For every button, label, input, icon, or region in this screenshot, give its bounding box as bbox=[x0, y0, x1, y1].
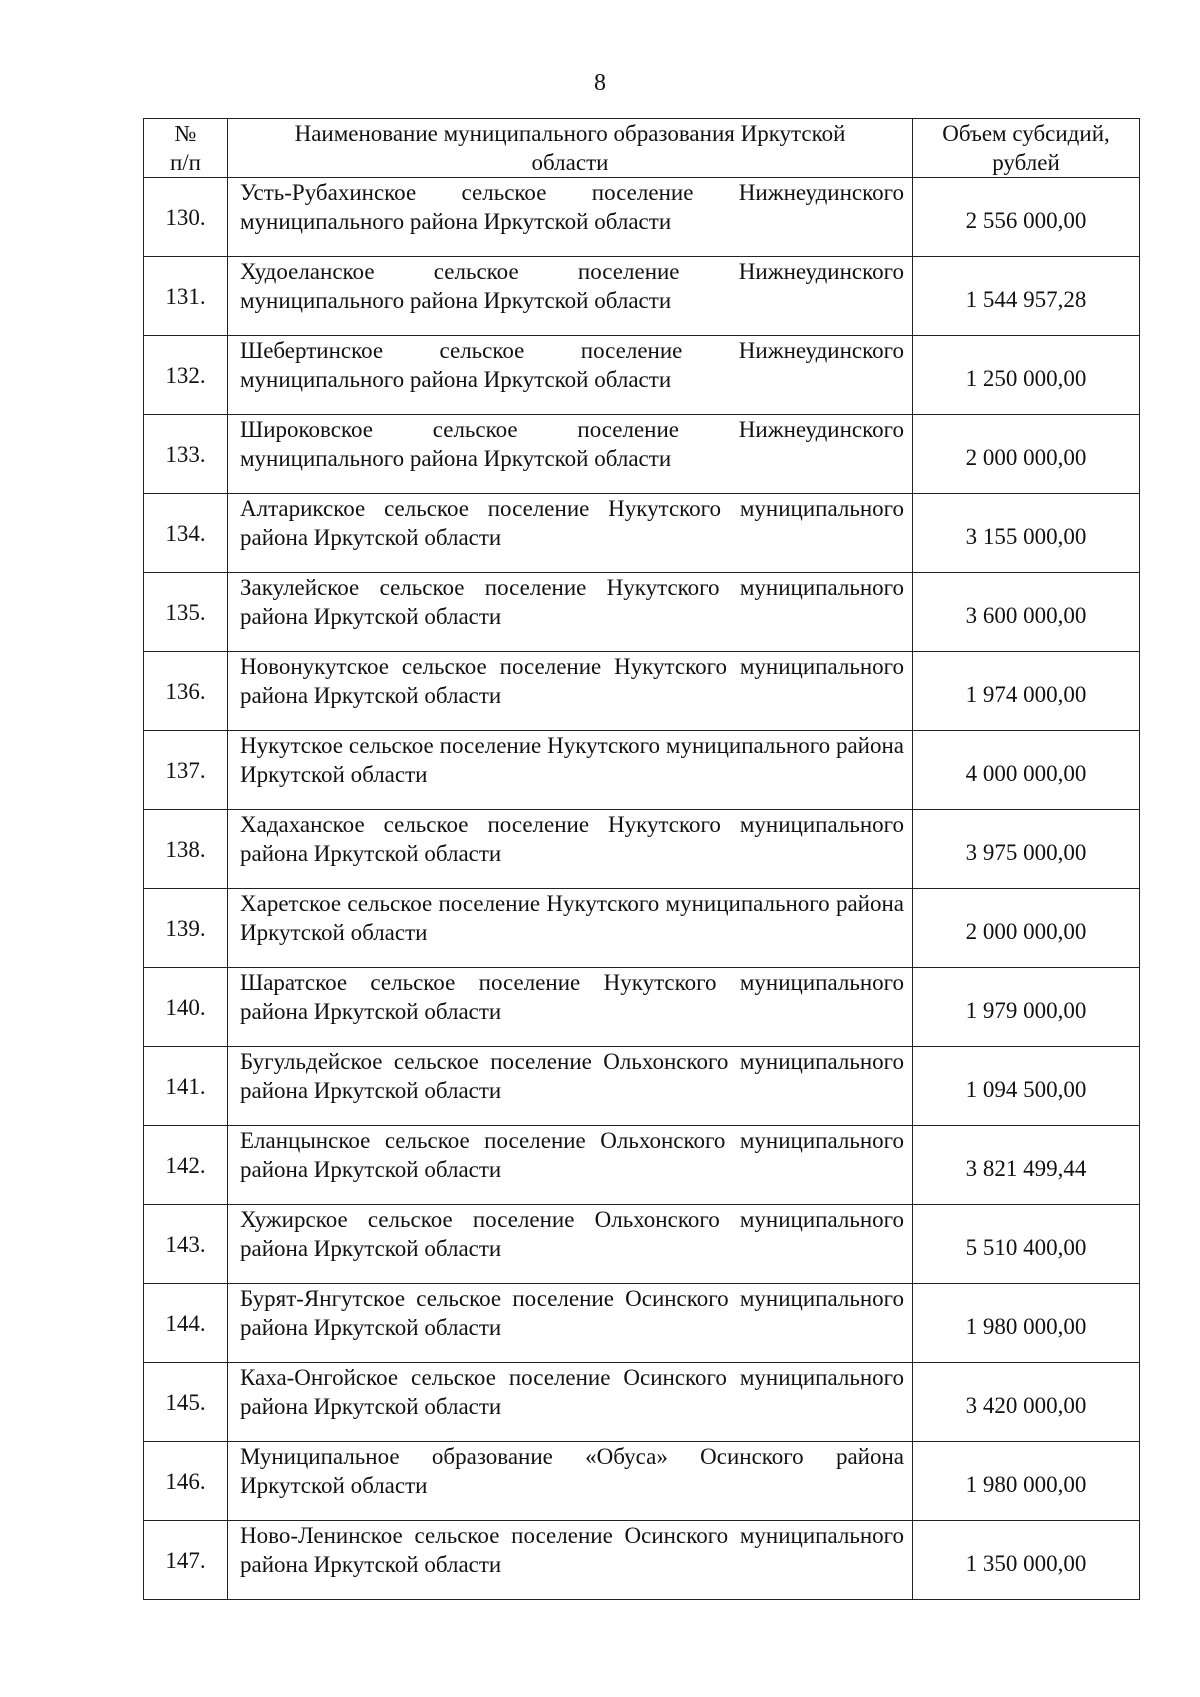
subsidy-table bbox=[143, 118, 1140, 1600]
header-name-line-2: области bbox=[531, 150, 609, 175]
subsidy-amount: 3 155 000,00 bbox=[913, 494, 1140, 573]
municipality-name: Новонукутское сельское поселение Нукутского муниципального района Иркутской области bbox=[228, 652, 913, 731]
table-row bbox=[144, 731, 1140, 810]
row-number: 147. bbox=[144, 1521, 228, 1600]
subsidy-amount: 2 000 000,00 bbox=[913, 415, 1140, 494]
municipality-name: Харетское сельское поселение Нукутского муниципального района Иркутской области bbox=[228, 889, 913, 968]
header-row bbox=[144, 119, 1140, 178]
row-number: 142. bbox=[144, 1126, 228, 1205]
municipality-name: Каха-Онгойское сельское поселение Осинского муниципального района Иркутской области bbox=[228, 1363, 913, 1442]
municipality-name: Шаратское сельское поселение Нукутского муниципального района Иркутской области bbox=[228, 968, 913, 1047]
row-number: 143. bbox=[144, 1205, 228, 1284]
municipality-name: Муниципальное образование «Обуса» Осинского района Иркутской области bbox=[228, 1442, 913, 1521]
row-number: 140. bbox=[144, 968, 228, 1047]
row-number: 139. bbox=[144, 889, 228, 968]
subsidy-amount: 4 000 000,00 bbox=[913, 731, 1140, 810]
header-amount-line-1: Объем субсидий, bbox=[942, 121, 1110, 146]
municipality-name: Нукутское сельское поселение Нукутского муниципального района Иркутской области bbox=[228, 731, 913, 810]
header-number bbox=[144, 119, 228, 178]
subsidy-amount: 1 979 000,00 bbox=[913, 968, 1140, 1047]
header-amount-line-2: рублей bbox=[992, 150, 1060, 175]
subsidy-amount: 2 556 000,00 bbox=[913, 178, 1140, 257]
municipality-name: Усть-Рубахинское сельское поселение Нижнеудинского муниципального района Иркутской области bbox=[228, 178, 913, 257]
subsidy-amount: 1 544 957,28 bbox=[913, 257, 1140, 336]
row-number: 138. bbox=[144, 810, 228, 889]
subsidy-amount: 5 510 400,00 bbox=[913, 1205, 1140, 1284]
table-row bbox=[144, 1521, 1140, 1600]
row-number: 132. bbox=[144, 336, 228, 415]
table-row bbox=[144, 415, 1140, 494]
table-row bbox=[144, 1363, 1140, 1442]
header-amount bbox=[913, 119, 1140, 178]
municipality-name: Ново-Ленинское сельское поселение Осинского муниципального района Иркутской области bbox=[228, 1521, 913, 1600]
header-name bbox=[228, 119, 913, 178]
municipality-name: Закулейское сельское поселение Нукутского муниципального района Иркутской области bbox=[228, 573, 913, 652]
subsidy-amount: 1 094 500,00 bbox=[913, 1047, 1140, 1126]
table-row bbox=[144, 1126, 1140, 1205]
subsidy-amount: 1 980 000,00 bbox=[913, 1442, 1140, 1521]
row-number: 136. bbox=[144, 652, 228, 731]
table-row bbox=[144, 573, 1140, 652]
table-row bbox=[144, 336, 1140, 415]
municipality-name: Шебертинское сельское поселение Нижнеудинского муниципального района Иркутской области bbox=[228, 336, 913, 415]
page-number: 8 bbox=[594, 70, 606, 96]
row-number: 135. bbox=[144, 573, 228, 652]
table-body bbox=[144, 178, 1140, 1600]
subsidy-amount: 1 250 000,00 bbox=[913, 336, 1140, 415]
subsidy-amount: 1 980 000,00 bbox=[913, 1284, 1140, 1363]
table-row bbox=[144, 178, 1140, 257]
row-number: 137. bbox=[144, 731, 228, 810]
table-row bbox=[144, 889, 1140, 968]
municipality-name: Хужирское сельское поселение Ольхонского муниципального района Иркутской области bbox=[228, 1205, 913, 1284]
municipality-name: Бугульдейское сельское поселение Ольхонского муниципального района Иркутской области bbox=[228, 1047, 913, 1126]
table-row bbox=[144, 652, 1140, 731]
table-row bbox=[144, 494, 1140, 573]
header-name-line-1: Наименование муниципального образования Иркутской bbox=[294, 121, 846, 146]
row-number: 131. bbox=[144, 257, 228, 336]
table-row bbox=[144, 1442, 1140, 1521]
subsidy-amount: 3 821 499,44 bbox=[913, 1126, 1140, 1205]
table-row bbox=[144, 810, 1140, 889]
row-number: 130. bbox=[144, 178, 228, 257]
table-row bbox=[144, 1284, 1140, 1363]
municipality-name: Широковское сельское поселение Нижнеудинского муниципального района Иркутской области bbox=[228, 415, 913, 494]
subsidy-amount: 3 420 000,00 bbox=[913, 1363, 1140, 1442]
row-number: 146. bbox=[144, 1442, 228, 1521]
table-row bbox=[144, 1047, 1140, 1126]
subsidy-amount: 2 000 000,00 bbox=[913, 889, 1140, 968]
municipality-name: Хадаханское сельское поселение Нукутского муниципального района Иркутской области bbox=[228, 810, 913, 889]
row-number: 145. bbox=[144, 1363, 228, 1442]
row-number: 133. bbox=[144, 415, 228, 494]
subsidy-amount: 3 600 000,00 bbox=[913, 573, 1140, 652]
subsidy-amount: 3 975 000,00 bbox=[913, 810, 1140, 889]
municipality-name: Худоеланское сельское поселение Нижнеудинского муниципального района Иркутской области bbox=[228, 257, 913, 336]
municipality-name: Алтарикское сельское поселение Нукутского муниципального района Иркутской области bbox=[228, 494, 913, 573]
row-number: 134. bbox=[144, 494, 228, 573]
table-row bbox=[144, 968, 1140, 1047]
row-number: 144. bbox=[144, 1284, 228, 1363]
table-row bbox=[144, 257, 1140, 336]
header-number-line-1: № bbox=[174, 121, 197, 146]
municipality-name: Еланцынское сельское поселение Ольхонского муниципального района Иркутской области bbox=[228, 1126, 913, 1205]
table-row bbox=[144, 1205, 1140, 1284]
subsidy-amount: 1 974 000,00 bbox=[913, 652, 1140, 731]
header-number-line-2: п/п bbox=[169, 150, 201, 175]
municipality-name: Бурят-Янгутское сельское поселение Осинского муниципального района Иркутской области bbox=[228, 1284, 913, 1363]
subsidy-amount: 1 350 000,00 bbox=[913, 1521, 1140, 1600]
table-header bbox=[144, 119, 1140, 178]
row-number: 141. bbox=[144, 1047, 228, 1126]
